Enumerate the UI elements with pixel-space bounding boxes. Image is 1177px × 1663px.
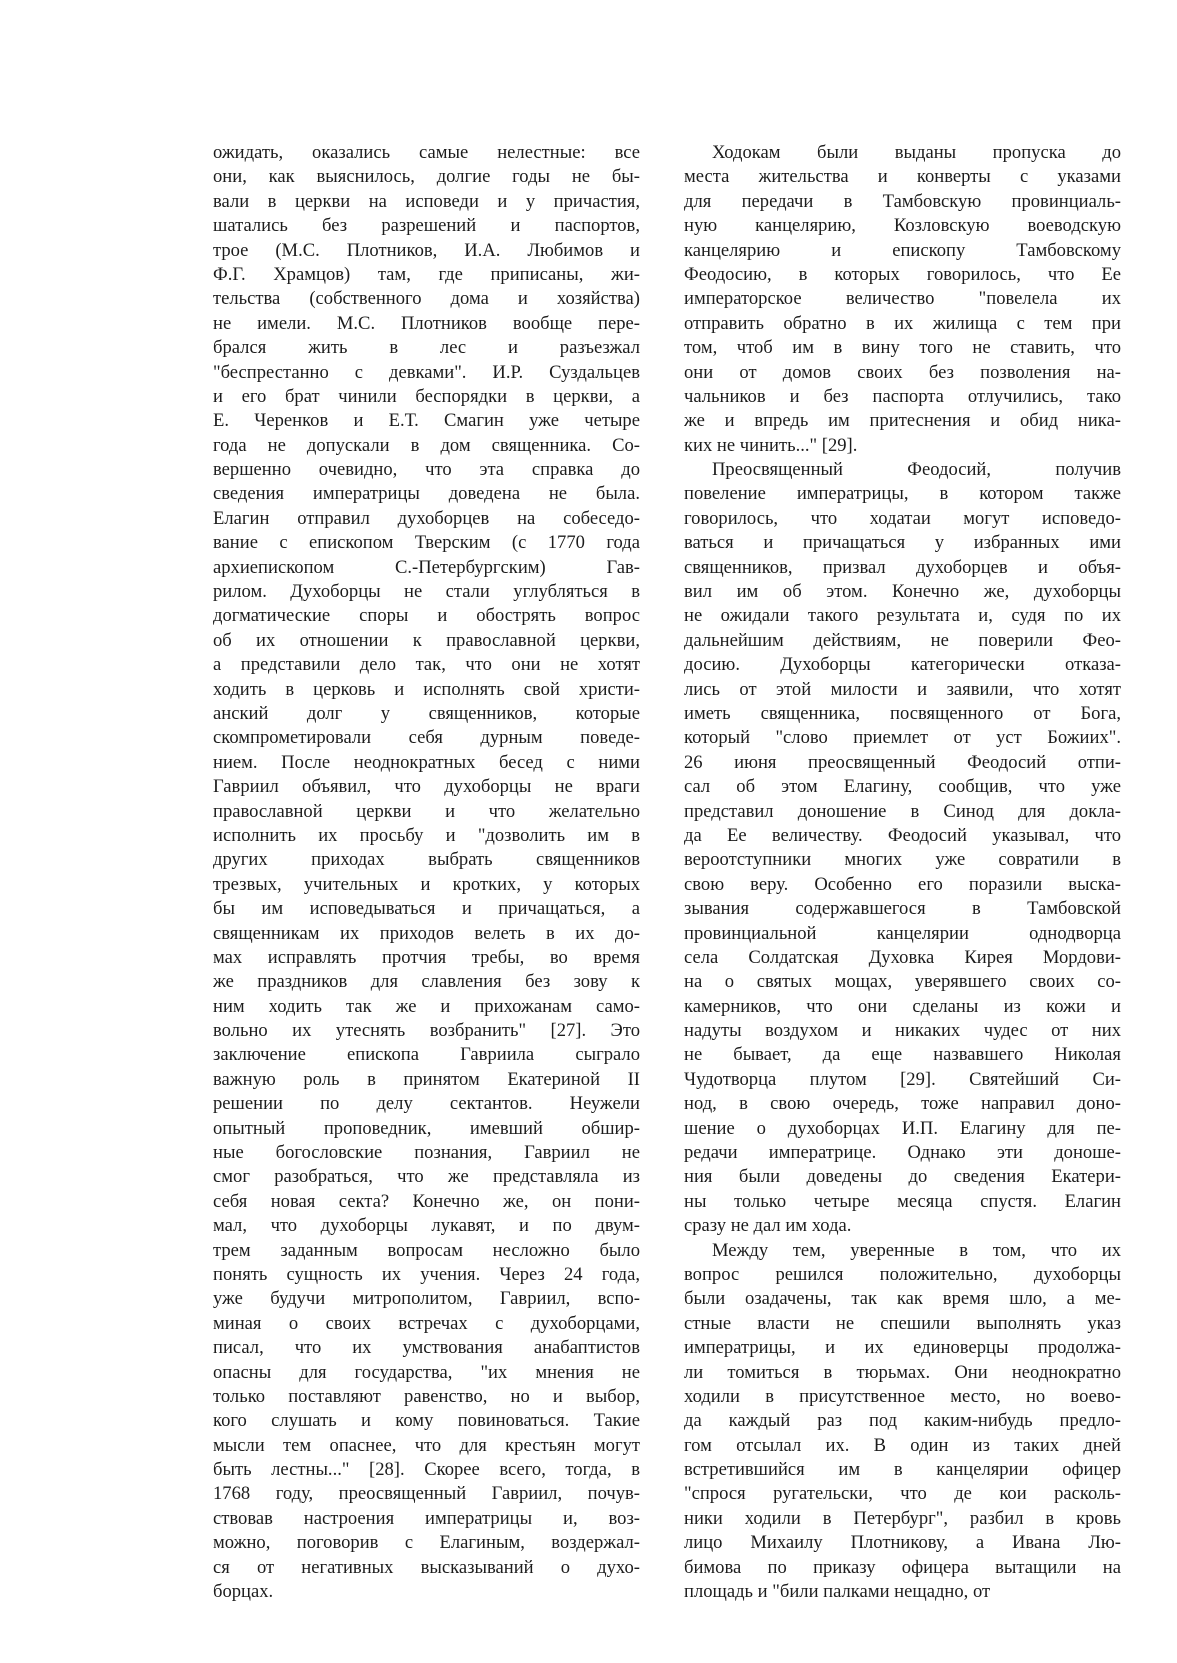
text-line: понять сущность их учения. Через 24 года,: [213, 1263, 640, 1285]
text-line: заключение епископа Гавриила сыграло: [213, 1044, 640, 1066]
text-line: нод, в свою очередь, тоже направил доно-: [684, 1093, 1121, 1115]
text-line: себя новая секта? Конечно же, он пони-: [213, 1190, 640, 1212]
text-line: на о святых мощах, уверявшего своих со-: [684, 971, 1121, 993]
text-line: они, как выяснилось, долгие годы не бы-: [213, 166, 640, 188]
text-line: ходить в церковь и исполнять свой христи-: [213, 678, 640, 700]
text-line: Ф.Г. Храмцов) там, где приписаны, жи-: [213, 263, 640, 285]
text-line: ожидать, оказались самые нелестные: все: [213, 142, 640, 163]
paragraph: [684, 141, 1121, 458]
text-line: представил доношение в Синод для докла-: [684, 800, 1121, 822]
text-line: Ходокам были выданы пропуска до: [712, 142, 1121, 163]
text-line: для передачи в Тамбовскую провинциаль-: [684, 190, 1121, 212]
text-line: вершенно очевидно, что эта справка до: [213, 459, 640, 481]
text-line: вил им об этом. Конечно же, духоборцы: [684, 581, 1121, 603]
text-line: года не допускали в дом священника. Со-: [213, 434, 640, 456]
text-line: провинциальной канцелярии однодворца: [684, 922, 1121, 944]
text-line: трем заданным вопросам несложно было: [213, 1239, 640, 1261]
text-line: трезвых, учительных и кротких, у которых: [213, 873, 640, 895]
text-line: ходили в присутственное место, но воево-: [684, 1385, 1121, 1407]
text-line: ные богословские познания, Гавриил не: [213, 1142, 640, 1164]
text-line: вали в церкви на исповеди и у причастия,: [213, 190, 640, 212]
text-line: Чудотворца плутом [29]. Святейший Си-: [684, 1068, 1121, 1090]
text-line: повеление императрицы, в котором также: [684, 483, 1121, 505]
text-line: ствовав настроения императрицы и, воз-: [213, 1507, 640, 1529]
paragraph: [684, 1239, 1121, 1605]
text-line: бы им исповедываться и причащаться, а: [213, 898, 640, 920]
text-line: не ожидали такого результата и, судя по их: [684, 605, 1121, 627]
text-line: канцелярию и епископу Тамбовскому: [684, 239, 1121, 261]
text-line: надуты воздухом и никаких чудес от них: [684, 1020, 1121, 1042]
text-line: да Ее величеству. Феодосий указывал, что: [684, 824, 1121, 846]
text-line: ких не чинить..." [29].: [684, 434, 858, 456]
text-line: свою веру. Особенно его поразили выска-: [684, 873, 1121, 895]
text-line: редачи императрице. Однако эти доноше-: [684, 1142, 1121, 1164]
text-line: они от домов своих без позволения на-: [684, 361, 1121, 383]
text-line: 1768 году, преосвященный Гавриил, почув-: [213, 1483, 640, 1505]
text-line: ся от негативных высказываний о духо-: [213, 1556, 640, 1578]
text-line: места жительства и конверты с указами: [684, 166, 1121, 188]
text-line: Елагин отправил духоборцев на собеседо-: [213, 507, 640, 529]
text-line: православной церкви и что желательно: [213, 800, 640, 822]
text-line: ваться и причащаться у избранных ими: [684, 532, 1121, 554]
paragraph: [213, 141, 640, 1604]
left-column: [213, 141, 640, 1604]
text-line: встретившийся им в канцелярии офицер: [684, 1459, 1121, 1481]
text-line: ним ходить так же и прихожанам само-: [213, 995, 640, 1017]
text-line: гом отсылал их. В один из таких дней: [684, 1434, 1121, 1456]
text-line: смог разобраться, что же представляла из: [213, 1166, 640, 1188]
text-line: священников, призвал духоборцев и объя-: [684, 556, 1121, 578]
text-line: писал, что их умствования анабаптистов: [213, 1337, 640, 1359]
text-line: ния были доведены до сведения Екатери-: [684, 1166, 1121, 1188]
text-line: брался жить в лес и разъезжал: [213, 337, 640, 359]
text-line: который "слово приемлет от уст Божиих".: [684, 727, 1121, 749]
text-line: сразу не дал им хода.: [684, 1215, 852, 1237]
text-line: Преосвященный Феодосий, получив: [712, 459, 1121, 481]
text-line: сал об этом Елагину, сообщив, что уже: [684, 776, 1121, 798]
text-line: шение о духоборцах И.П. Елагину для пе-: [684, 1117, 1121, 1139]
text-line: "спрося ругательски, что де кои расколь-: [684, 1483, 1121, 1505]
text-line: священникам их приходов велеть в их до-: [213, 922, 640, 944]
text-line: мал, что духоборцы лукавят, и по двум-: [213, 1215, 640, 1237]
text-line: об их отношении к православной церкви,: [213, 629, 640, 651]
text-line: быть лестны..." [28]. Скорее всего, тогда, в: [213, 1459, 640, 1481]
text-line: борцах.: [213, 1581, 274, 1603]
text-line: ли томиться в тюрьмах. Они неоднократно: [684, 1361, 1121, 1383]
text-line: архиепископом С.-Петербургским) Гав-: [213, 556, 640, 578]
text-line: только поставляют равенство, но и выбор,: [213, 1385, 640, 1407]
text-line: мысли тем опаснее, что для крестьян могут: [213, 1434, 640, 1456]
text-line: анский долг у священников, которые: [213, 702, 640, 724]
text-line: нием. После неоднократных бесед с ними: [213, 751, 640, 773]
text-line: шатались без разрешений и паспортов,: [213, 215, 640, 237]
text-line: зывания содержавшегося в Тамбовской: [684, 898, 1121, 920]
text-line: Гавриил объявил, что духоборцы не враги: [213, 776, 640, 798]
text-line: не бывает, да еще назвавшего Николая: [684, 1044, 1121, 1066]
text-line: скомпрометировали себя дурным поведе-: [213, 727, 640, 749]
text-line: тельства (собственного дома и хозяйства): [213, 288, 640, 310]
text-line: решении по делу сектантов. Неужели: [213, 1093, 640, 1115]
text-line: отправить обратно в их жилища с тем при: [684, 312, 1121, 334]
text-line: не имели. М.С. Плотников вообще пере-: [213, 312, 640, 334]
text-line: 26 июня преосвященный Феодосий отпи-: [684, 751, 1121, 773]
text-line: можно, поговорив с Елагиным, воздержал-: [213, 1532, 640, 1554]
text-line: императрицы, и их единоверцы продолжа-: [684, 1337, 1121, 1359]
text-line: вероотступники многих уже совратили в: [684, 849, 1121, 871]
text-line: уже будучи митрополитом, Гавриил, вспо-: [213, 1288, 640, 1310]
text-line: ны только четыре месяца спустя. Елагин: [684, 1190, 1121, 1212]
text-line: рилом. Духоборцы не стали углубляться в: [213, 581, 640, 603]
text-line: чальников и без паспорта отлучились, тако: [684, 385, 1121, 407]
right-column: [684, 141, 1121, 1604]
text-line: "беспрестанно с девками". И.Р. Суздальцев: [213, 361, 640, 383]
text-line: лицо Михаилу Плотникову, а Ивана Лю-: [684, 1532, 1121, 1554]
text-line: стные власти не спешили выполнять указ: [684, 1312, 1121, 1334]
text-line: Е. Черенков и Е.Т. Смагин уже четыре: [213, 410, 640, 432]
text-line: опытный проповедник, имевший обшир-: [213, 1117, 640, 1139]
text-line: лись от этой милости и заявили, что хотят: [684, 678, 1121, 700]
text-line: иметь священника, посвященного от Бога,: [684, 702, 1121, 724]
text-line: были озадачены, так как время шло, а ме-: [684, 1288, 1121, 1310]
text-line: досию. Духоборцы категорически отказа-: [684, 654, 1121, 676]
text-line: том, чтоб им в вину того не ставить, что: [684, 337, 1121, 359]
text-line: ную канцелярию, Козловскую воеводскую: [684, 215, 1121, 237]
text-line: да каждый раз под каким-нибудь предло-: [684, 1410, 1121, 1432]
text-line: камерников, что они сделаны из кожи и: [684, 995, 1121, 1017]
text-line: догматические споры и обострять вопрос: [213, 605, 640, 627]
text-line: говорилось, что ходатаи могут исповедо-: [684, 507, 1121, 529]
text-line: села Солдатская Духовка Кирея Мордови-: [684, 946, 1121, 968]
text-line: опасны для государства, "их мнения не: [213, 1361, 640, 1383]
text-line: вопрос решился положительно, духоборцы: [684, 1263, 1121, 1285]
text-line: Между тем, уверенные в том, что их: [712, 1239, 1121, 1261]
text-line: ники ходили в Петербург", разбил в кровь: [684, 1507, 1121, 1529]
text-line: императорское величество "повелела их: [684, 288, 1121, 310]
text-line: же праздников для славления без зову к: [213, 971, 640, 993]
text-line: а представили дело так, что они не хотят: [213, 654, 640, 676]
text-line: бимова по приказу офицера вытащили на: [684, 1556, 1121, 1578]
text-line: вание с епископом Тверским (с 1770 года: [213, 532, 640, 554]
text-line: же и впредь им притеснения и обид ника-: [684, 410, 1121, 432]
text-line: кого слушать и кому повиноваться. Такие: [213, 1410, 640, 1432]
text-line: Феодосию, в которых говорилось, что Ее: [684, 263, 1121, 285]
text-line: важную роль в принятом Екатериной II: [213, 1068, 640, 1090]
text-line: и его брат чинили беспорядки в церкви, а: [213, 385, 640, 407]
text-line: мах исправлять протчия требы, во время: [213, 946, 640, 968]
text-line: трое (М.С. Плотников, И.А. Любимов и: [213, 239, 640, 261]
text-line: сведения императрицы доведена не была.: [213, 483, 640, 505]
text-line: исполнить их просьбу и "дозволить им в: [213, 824, 640, 846]
text-line: других приходах выбрать священников: [213, 849, 640, 871]
paragraph: [684, 458, 1121, 1239]
text-line: площадь и "били палками нещадно, от: [684, 1581, 991, 1603]
text-line: дальнейшим действиям, не поверили Фео-: [684, 629, 1121, 651]
text-line: миная о своих встречах с духоборцами,: [213, 1312, 640, 1334]
text-line: вольно их утеснять возбранить" [27]. Это: [213, 1020, 640, 1042]
